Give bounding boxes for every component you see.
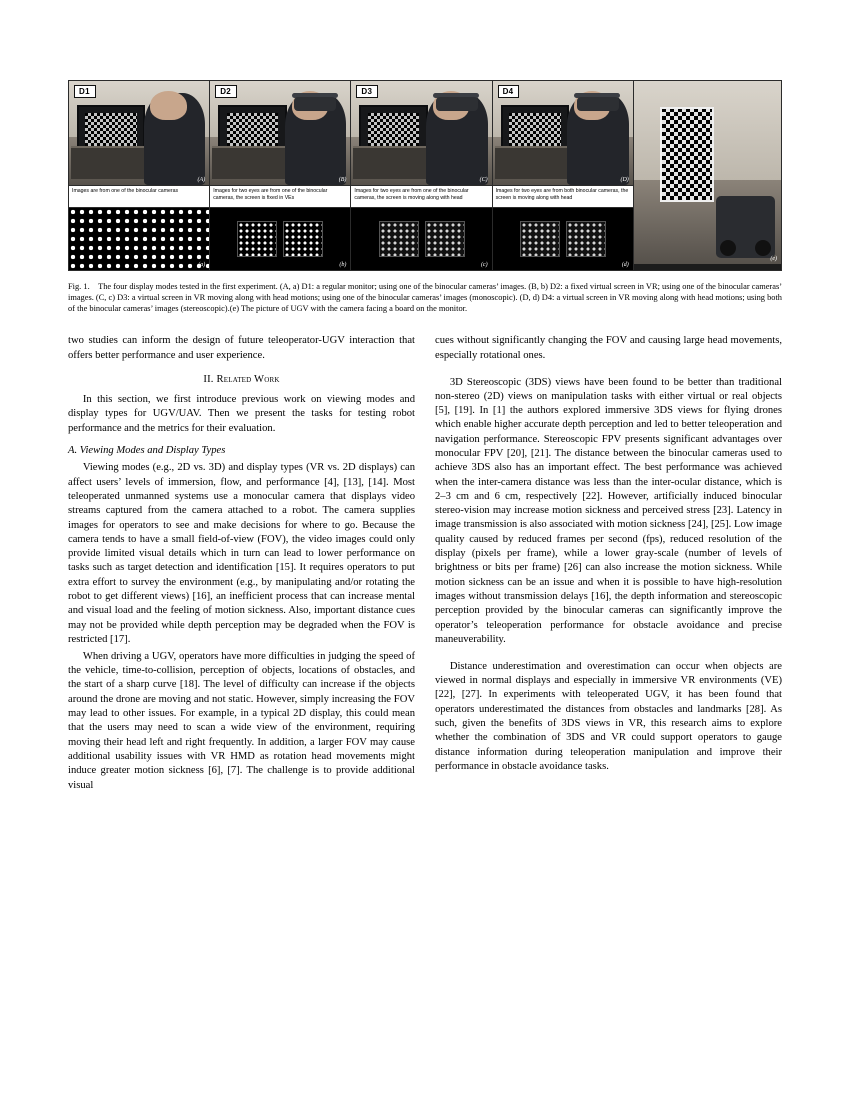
body-columns [68,334,782,795]
panel-view-d4 [493,208,633,270]
paragraph-spacer [435,366,782,376]
figure-1 [68,80,782,314]
photo-d4 [493,81,633,185]
section-heading-related-work: II. Related Work [203,373,280,385]
panel-tag-c: (C) [479,177,488,183]
paragraph-viewing-modes-2: When driving a UGV, operators have more difficulties in judging the speed of the vehicle, time-to-collision, perception of objects, locations of obstacles, and the start of a sharp curve [18]. The level of difficulty can increase if the objects around the drone are moving and not static. However, simply increasing the FOV may lead to other issues. For example, in a typical 2D display, this could mean that the users may need to scan a wide view of the environment, requiring moving their head left and right frequently. In addition, a larger FOV may cause additional usability issues with VR HMD as rotation head movements might induce greater motion sickness [6], [7]. The challenge is to provide additional visual [68,650,415,791]
panel-tag-a-lower: (a) [198,262,206,268]
photo-ugv [634,81,781,264]
paragraph-viewing-modes-1: Viewing modes (e.g., 2D vs. 3D) and display types (VR vs. 2D displays) can affect users’ levels of immersion, flow, and performance [4], [13], [14]. Most teleoperated unmanned systems use a monocular camera that displays video streams captured from the camera attached to a robot. The camera supplies images for operators to see and make decisions for where to go. Because the camera tends to have a small field-of-view (FOV), the video images could only provide limited visual details which in turn can lead to lower performance on tasks such as target detection and identification [15]. It requires operators to put extra effort to survey the environment (e.g., by manipulating and/or rotating the robot to get different views) [16], an inefficient process that can increase mental and visual load and the feeling of motion sickness. Also, important distance cues may not be provided while depth perception may be degraded when the FOV is restricted [17]. [68,462,415,645]
ugv-wheel-left [720,240,736,256]
stereo-view-left [379,221,419,257]
panel-tag-b: (B) [338,177,347,183]
stereo-view-right [425,221,465,257]
figure-panel-d1 [69,81,210,270]
panel-caption-d2: Images for two eyes are from one of the binocular cameras, the screen is fixed in VEs [210,185,350,208]
checkerboard-screen [85,113,137,146]
panel-tag-a: (A) [197,177,206,183]
panel-view-d2 [210,208,350,270]
photo-d2 [210,81,350,185]
stereo-view-left [237,221,277,257]
paragraph-spacer-2 [435,650,782,660]
left-column [68,334,415,795]
vr-headset-icon [294,97,336,111]
desk [212,146,293,179]
panel-view-d1 [69,208,209,270]
right-column [435,334,782,795]
photo-d3 [351,81,491,185]
panel-label-d1: D1 [74,85,96,98]
desk [71,146,152,179]
paragraph-stereoscopic: 3D Stereoscopic (3DS) views have been found to be better than traditional non-stereo (2D) views on manipulation tasks with either virtual or real objects [5], [19]. In [1] the authors explored immersive 3DS views for flying drones which enable higher accurate depth perception and led to better teleoperation and navigation performance. Stereoscopic FPV presents significant advantages over monocular FPV [20], [21]. The distance between the binocular cameras used to achieve 3DS also has an important effect. The best performance was achieved when the inter-camera distance was less than the inter-ocular distance, which is 2–3 cm and 6 cm, respectively [22]. However, artificially induced binocular stereo-vision may increase motion sickness and perceived stress [23]. Latency in image transmission is also associated with motion sickness [24], [25]. Low image quality caused by reduced frames per second (fps), reduced resolution of the display (pixels per frame), while a lower gray-scale (number of levels of brightness or bits per frame) [26] can also increase the motion sickness. While motion sickness can be an issue and when it is possible to have high-resolution images without transmission delays [16], the depth information and stereoscopic perception provided by the binocular cameras can significantly improve the operator’s teleoperation performance for obstacle avoidance and precise maneuverability. [435,376,782,645]
figure-panel-d4 [493,81,634,270]
paragraph-related-work-intro: In this section, we first introduce previous work on viewing modes and display types for UGV/UAV. Then we present the tasks for testing robot performance and the metrics for their evaluation. [68,394,415,434]
figure-caption-text: The four display modes tested in the first experiment. (A, a) D1: a regular monitor; using one of the binocular cameras’ images. (B, b) D2: a fixed virtual screen in VR; using one of the binocular cameras’ images. (C, c) D3: a virtual screen in VR moving along with head motions; using one of the binocular cameras’ images (monoscopic). (D, d) D4: a virtual screen in VR moving along with head motions; using both of the binocular cameras’ images (stereoscopic).(e) The picture of UGV with the camera facing a board on the monitor. [68,282,782,314]
paragraph-intro: two studies can inform the design of future teleoperator-UGV interaction that offers better performance and user experience. [68,335,415,361]
panel-label-d4: D4 [498,85,520,98]
figure-panel-d3 [351,81,492,270]
checkerboard-screen [368,113,420,146]
figure-caption-number: Fig. 1. [68,282,90,291]
panel-caption-d1: Images are from one of the binocular cameras [69,185,209,208]
figure-caption [68,281,782,314]
desk [495,146,576,179]
panel-label-d2: D2 [215,85,237,98]
desk [353,146,434,179]
photo-d1 [69,81,209,185]
panel-caption-d3: Images for two eyes are from one of the binocular cameras, the screen is moving along with head [351,185,491,208]
operator-head [150,91,186,120]
checkerboard-screen [509,113,561,146]
panel-caption-d4: Images for two eyes are from both binocular cameras, the screen is moving along with head [493,185,633,208]
checker-board-target [660,107,714,203]
panel-tag-b-lower: (b) [339,262,347,268]
vr-headset-icon [436,97,478,111]
stereo-view-left [520,221,560,257]
panel-tag-e: (e) [770,256,778,262]
panel-view-d3 [351,208,491,270]
panel-tag-d-lower: (d) [621,262,629,268]
stereo-view-right [566,221,606,257]
vr-headset-icon [577,97,619,111]
subsection-heading-viewing-modes: A. Viewing Modes and Display Types [68,445,226,457]
checkerboard-screen [227,113,279,146]
figure-panel-d2 [210,81,351,270]
figure-panel-strip [68,80,782,271]
stereo-view-right [283,221,323,257]
panel-tag-d: (D) [620,177,629,183]
ugv-robot [716,196,775,258]
paragraph-right-continuation: cues without significantly changing the FOV and causing large head movements, especially rotational ones. [435,335,782,361]
panel-tag-c-lower: (c) [480,262,488,268]
ugv-wheel-right [755,240,771,256]
dot-board-view [69,208,209,270]
figure-panel-e [634,81,781,270]
panel-label-d3: D3 [356,85,378,98]
paragraph-distance-estimation: Distance underestimation and overestimation can occur when objects are viewed in normal displays and especially in immersive VR environments (VE) [22], [27]. In experiments with teleoperated UGV, it has been found that operators underestimated the distances from obstacles and landmarks [28]. As such, given the benefits of 3DS views in VR, this research aims to explore whether the combination of 3DS and VR could support operators to gauge distance information during teleoperation manipulation and improve their performance in obstacle avoidance tasks. [435,660,782,772]
